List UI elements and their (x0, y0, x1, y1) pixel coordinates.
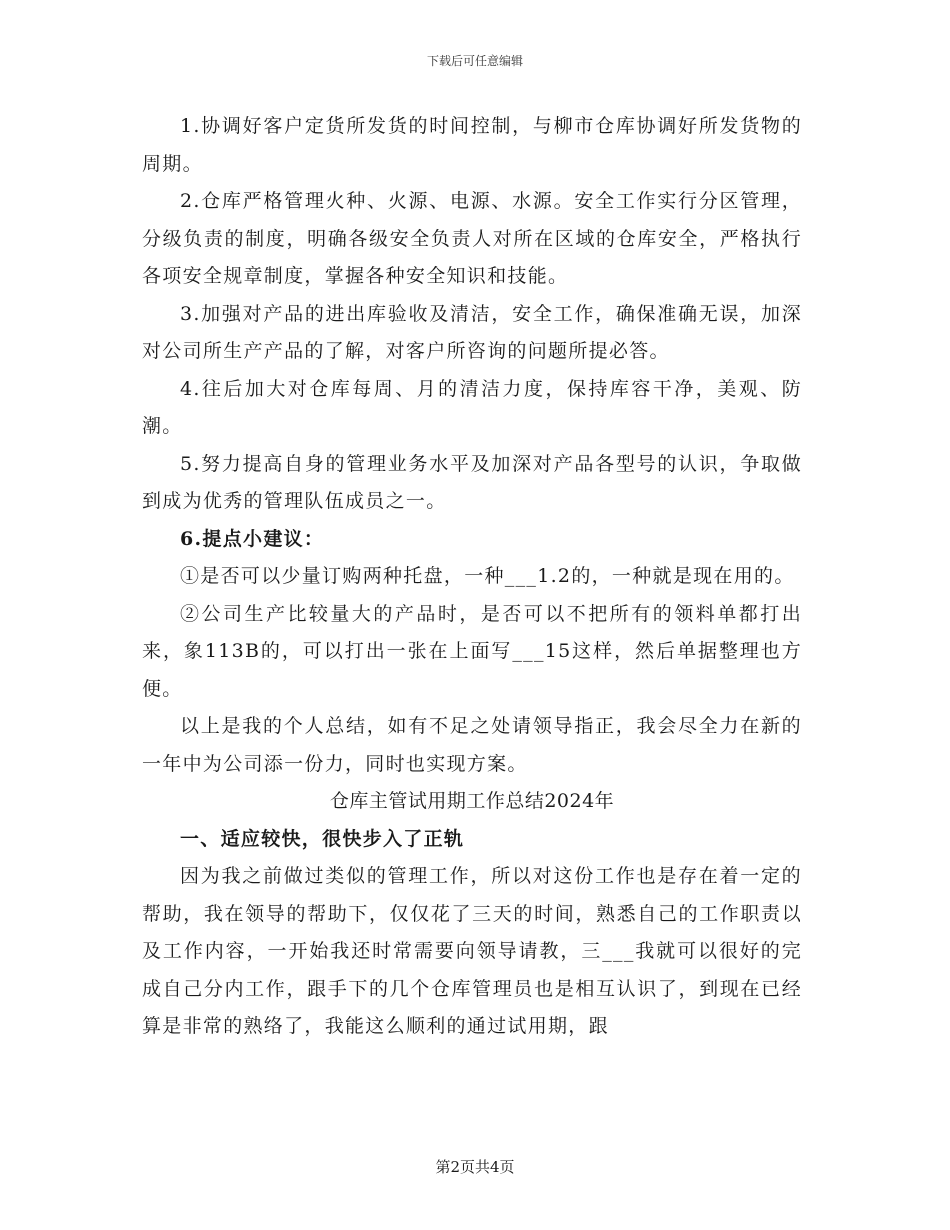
paragraph-item-5: 5.努力提高自身的管理业务水平及加深对产品各型号的认识，争取做到成为优秀的管理队伍成员之一。 (142, 452, 802, 512)
body-paragraph: 因为我之前做过类似的管理工作，所以对这份工作也是存在着一定的帮助，我在领导的帮助下，仅仅花了三天的时间，熟悉自己的工作职责以及工作内容，一开始我还时常需要向领导请教，三___我就可以很好的完成自己分内工作，跟手下的几个仓库管理员也是相互认识了，到现在已经算是非常的熟络了，我能这么顺利的通过试用期，跟 (142, 865, 802, 1037)
paragraph-item-3: 3.加强对产品的进出库验收及清洁，安全工作，确保准确无误，加深对公司所生产产品的了解，对客户所咨询的问题所提必答。 (142, 302, 802, 362)
closing-paragraph: 以上是我的个人总结，如有不足之处请领导指正，我会尽全力在新的一年中为公司添一份力，同时也实现方案。 (142, 715, 802, 775)
paragraph-item-2: 2.仓库严格管理火种、火源、电源、水源。安全工作实行分区管理，分级负责的制度，明确各级安全负责人对所在区域的仓库安全，严格执行各项安全规章制度，掌握各种安全知识和技能。 (142, 190, 802, 287)
section-title: 仓库主管试用期工作总结2024年 (329, 790, 615, 812)
subsection-heading: 一、适应较快，很快步入了正轨 (180, 827, 465, 850)
suggestion-heading: 6.提点小建议： (180, 527, 325, 550)
document-body (142, 108, 802, 1046)
page-header: 下载后可任意编辑 (426, 54, 523, 68)
suggestion-1: ①是否可以少量订购两种托盘，一种___1.2的，一种就是现在用的。 (180, 565, 795, 587)
paragraph-item-1: 1.协调好客户定货所发货的时间控制，与柳市仓库协调好所发货物的周期。 (142, 115, 802, 175)
page-footer: 第2页共4页 (435, 1158, 515, 1176)
suggestion-2: ②公司生产比较量大的产品时，是否可以不把所有的领料单都打出来，象113B的，可以打出一张在上面写___15这样，然后单据整理也方便。 (142, 602, 802, 700)
paragraph-item-4: 4.往后加大对仓库每周、月的清洁力度，保持库容干净，美观、防潮。 (142, 377, 802, 437)
